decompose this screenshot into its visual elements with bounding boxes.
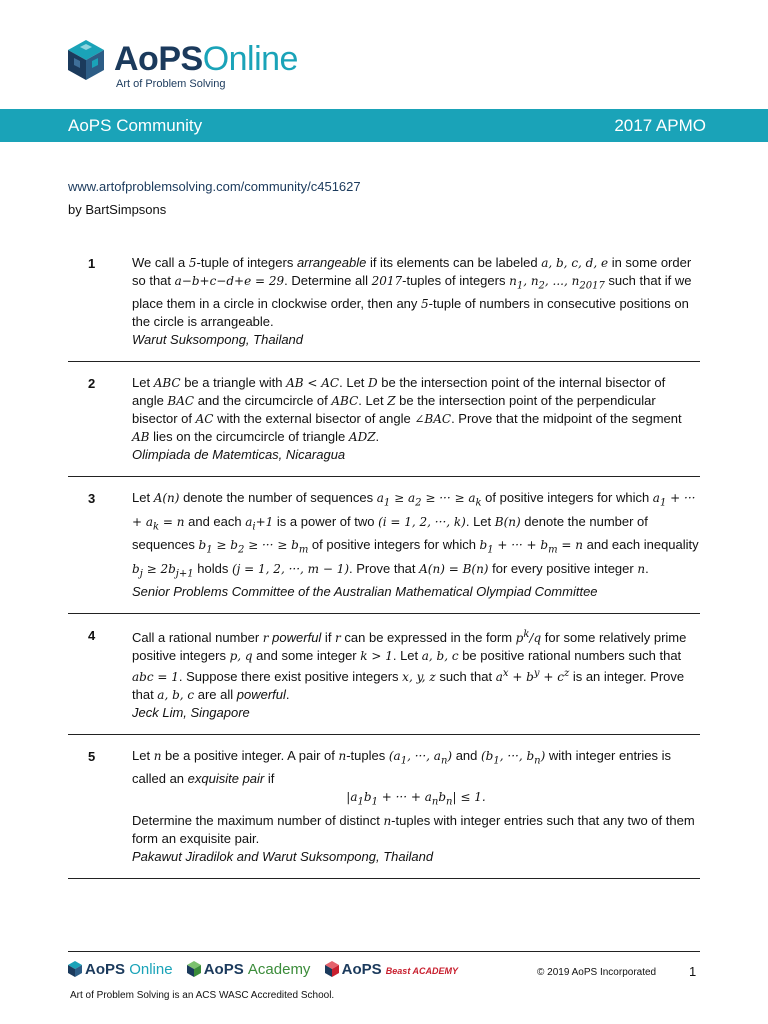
problem-number: 4 bbox=[88, 627, 96, 643]
community-link[interactable]: www.artofproblemsolving.com/community/c451627 bbox=[68, 179, 361, 194]
problem-number: 3 bbox=[88, 491, 96, 507]
footer-divider bbox=[68, 951, 700, 952]
problem-source: Pakawut Jiradilok and Warut Suksompong, Thailand bbox=[132, 848, 434, 864]
logo-online: Online bbox=[202, 40, 298, 78]
copyright: © 2019 AoPS Incorporated bbox=[537, 967, 657, 978]
problem-statement: Let ABC be a triangle with AB < AC. Let D be the intersection point of the internal bisector of angle BAC and the circumcircle of ABC. Let Z be the intersection point of the perpendicular bisector of AC with the external bisector of angle ∠BAC. Prove that the midpoint of the segment AB lies on the circumcircle of triangle ADZ. bbox=[132, 375, 682, 445]
footer-logo1-brand: AoPS bbox=[85, 961, 126, 978]
problem-statement-cont: Determine the maximum number of distinct n-tuples with integer entries such that any two of them form an exquisite pair. bbox=[132, 812, 695, 846]
problem-5 bbox=[68, 735, 700, 879]
problem-3 bbox=[68, 477, 700, 614]
author-line: by BartSimpsons bbox=[68, 202, 167, 217]
problem-body bbox=[132, 626, 700, 722]
problem-number: 5 bbox=[88, 748, 96, 764]
footer-logo2-brand: AoPS bbox=[203, 961, 244, 978]
problem-statement: Let n be a positive integer. A pair of n-tuples ($a_1$, ···, $a_n$) and ($b_1$, ···, $b_n$) with integer entries is called an exquisite pair if bbox=[132, 747, 672, 787]
aops-academy-icon bbox=[187, 961, 201, 977]
problem-number: 2 bbox=[88, 376, 96, 392]
footer-logo-beast[interactable] bbox=[325, 961, 458, 978]
problem-body bbox=[132, 747, 700, 866]
problem-statement: We call a 5-tuple of integers arrangeable if its elements can be labeled a, b, c, d, e in some order so that a−b+c−d+e = 29. Determine all 2017-tuples of integers $n_1$, $n_2$, ..., $n_{2017}$ such that if we place them in a circle in clockwise order, then any 5-tuple of numbers in consecutive positions on the circle is arrangeable. bbox=[132, 255, 692, 330]
problem-statement: Call a rational number r powerful if r can be expressed in the form $p^k/q$ for some relatively prime positive integers p, q and some integer k > 1. Let a, b, c be positive rational numbers such that abc = 1. Suppose there exist positive integers x, y, z such that $a^x + b^y + c^z$ is an integer. Prove that a, b, c are all powerful. bbox=[132, 628, 687, 702]
logo-tagline: Art of Problem Solving bbox=[116, 78, 226, 90]
problem-source: Jeck Lim, Singapore bbox=[132, 704, 250, 720]
page-number: 1 bbox=[689, 964, 697, 979]
problem-body bbox=[132, 374, 700, 464]
footer-logo2-suffix: Academy bbox=[247, 961, 311, 978]
problem-equation: $|a_1b_1$ + ··· + $a_nb_n| \le 1$. bbox=[346, 790, 486, 808]
problem-statement: Let A(n) denote the number of sequences $a_1 \ge a_2$ ≥ ··· ≥ $a_k$ of positive integers for which $a_1$ + ··· + $a_k = n$ and each $a_i+1$ is a power of two (i = 1, 2, ···, k). Let B(n) denote the number of sequences $b_1 \ge b_2$ ≥ ··· ≥ $b_m$ of positive integers for which $b_1$ + ··· + $b_m = n$ and each inequality $b_j \ge 2b_{j+1}$ holds (j = 1, 2, ···, m − 1). Prove that A(n) = B(n) for every positive integer n. bbox=[132, 490, 699, 579]
footer-logos bbox=[68, 961, 468, 983]
beast-academy-icon bbox=[325, 961, 339, 977]
problem-1 bbox=[68, 242, 700, 362]
problem-list bbox=[68, 242, 700, 879]
problem-4 bbox=[68, 614, 700, 735]
problem-source: Warut Suksompong, Thailand bbox=[132, 332, 304, 348]
problem-source: Senior Problems Committee of the Australian Mathematical Olympiad Committee bbox=[132, 583, 598, 599]
problem-body bbox=[132, 254, 700, 349]
header-banner bbox=[0, 109, 768, 142]
community-title: AoPS Community bbox=[68, 116, 203, 135]
contest-title: 2017 APMO bbox=[614, 116, 706, 135]
footer-logo-academy[interactable] bbox=[187, 961, 311, 978]
aops-cube-icon bbox=[66, 38, 106, 82]
footer-logo1-suffix: Online bbox=[129, 961, 173, 978]
logo-brand: AoPS bbox=[114, 40, 203, 78]
problem-body bbox=[132, 489, 700, 601]
problem-source: Olimpiada de Matemticas, Nicaragua bbox=[132, 447, 346, 463]
footer-logo3-brand: AoPS bbox=[341, 961, 382, 978]
problem-2 bbox=[68, 362, 700, 477]
accreditation-note: Art of Problem Solving is an ACS WASC Accredited School. bbox=[70, 990, 335, 1001]
footer-logo3-suffix: Beast ACADEMY bbox=[385, 966, 458, 976]
problem-number: 1 bbox=[88, 256, 96, 271]
footer-logo-online[interactable] bbox=[68, 961, 173, 978]
aops-cube-icon bbox=[68, 961, 82, 977]
